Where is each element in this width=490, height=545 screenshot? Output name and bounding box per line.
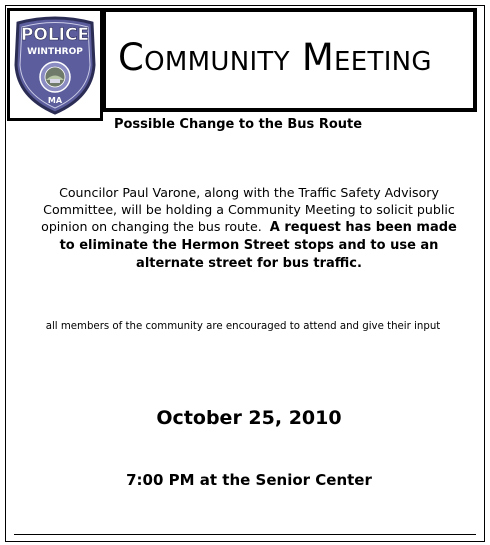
police-patch-icon	[12, 13, 98, 116]
announcement-plain: Councilor Paul Varone, along with the Traffic Safety Advisory Committee, will be holding a Community Meeting to solicit public opinion on changing the bus route.	[41, 185, 455, 234]
footer-rule	[14, 534, 476, 535]
patch-bottom-text: MA	[47, 96, 63, 105]
event-time-place: 7:00 PM at the Senior Center	[126, 471, 372, 489]
event-date: October 25, 2010	[156, 407, 342, 429]
announcement	[40, 184, 458, 272]
header-box	[103, 8, 477, 112]
patch-top-text: POLICE	[20, 25, 90, 45]
patch-middle-text: WINTHROP	[27, 47, 83, 57]
announcement-bold: A request has been made to eliminate the Hermon Street stops and to use an alternate street for bus traffic.	[59, 220, 457, 271]
logo-frame	[7, 8, 103, 121]
subtitle: Possible Change to the Bus Route	[107, 116, 369, 134]
encouragement-text: all members of the community are encouraged to attend and give their input	[45, 321, 441, 332]
page-title: Community Meeting	[118, 36, 432, 79]
